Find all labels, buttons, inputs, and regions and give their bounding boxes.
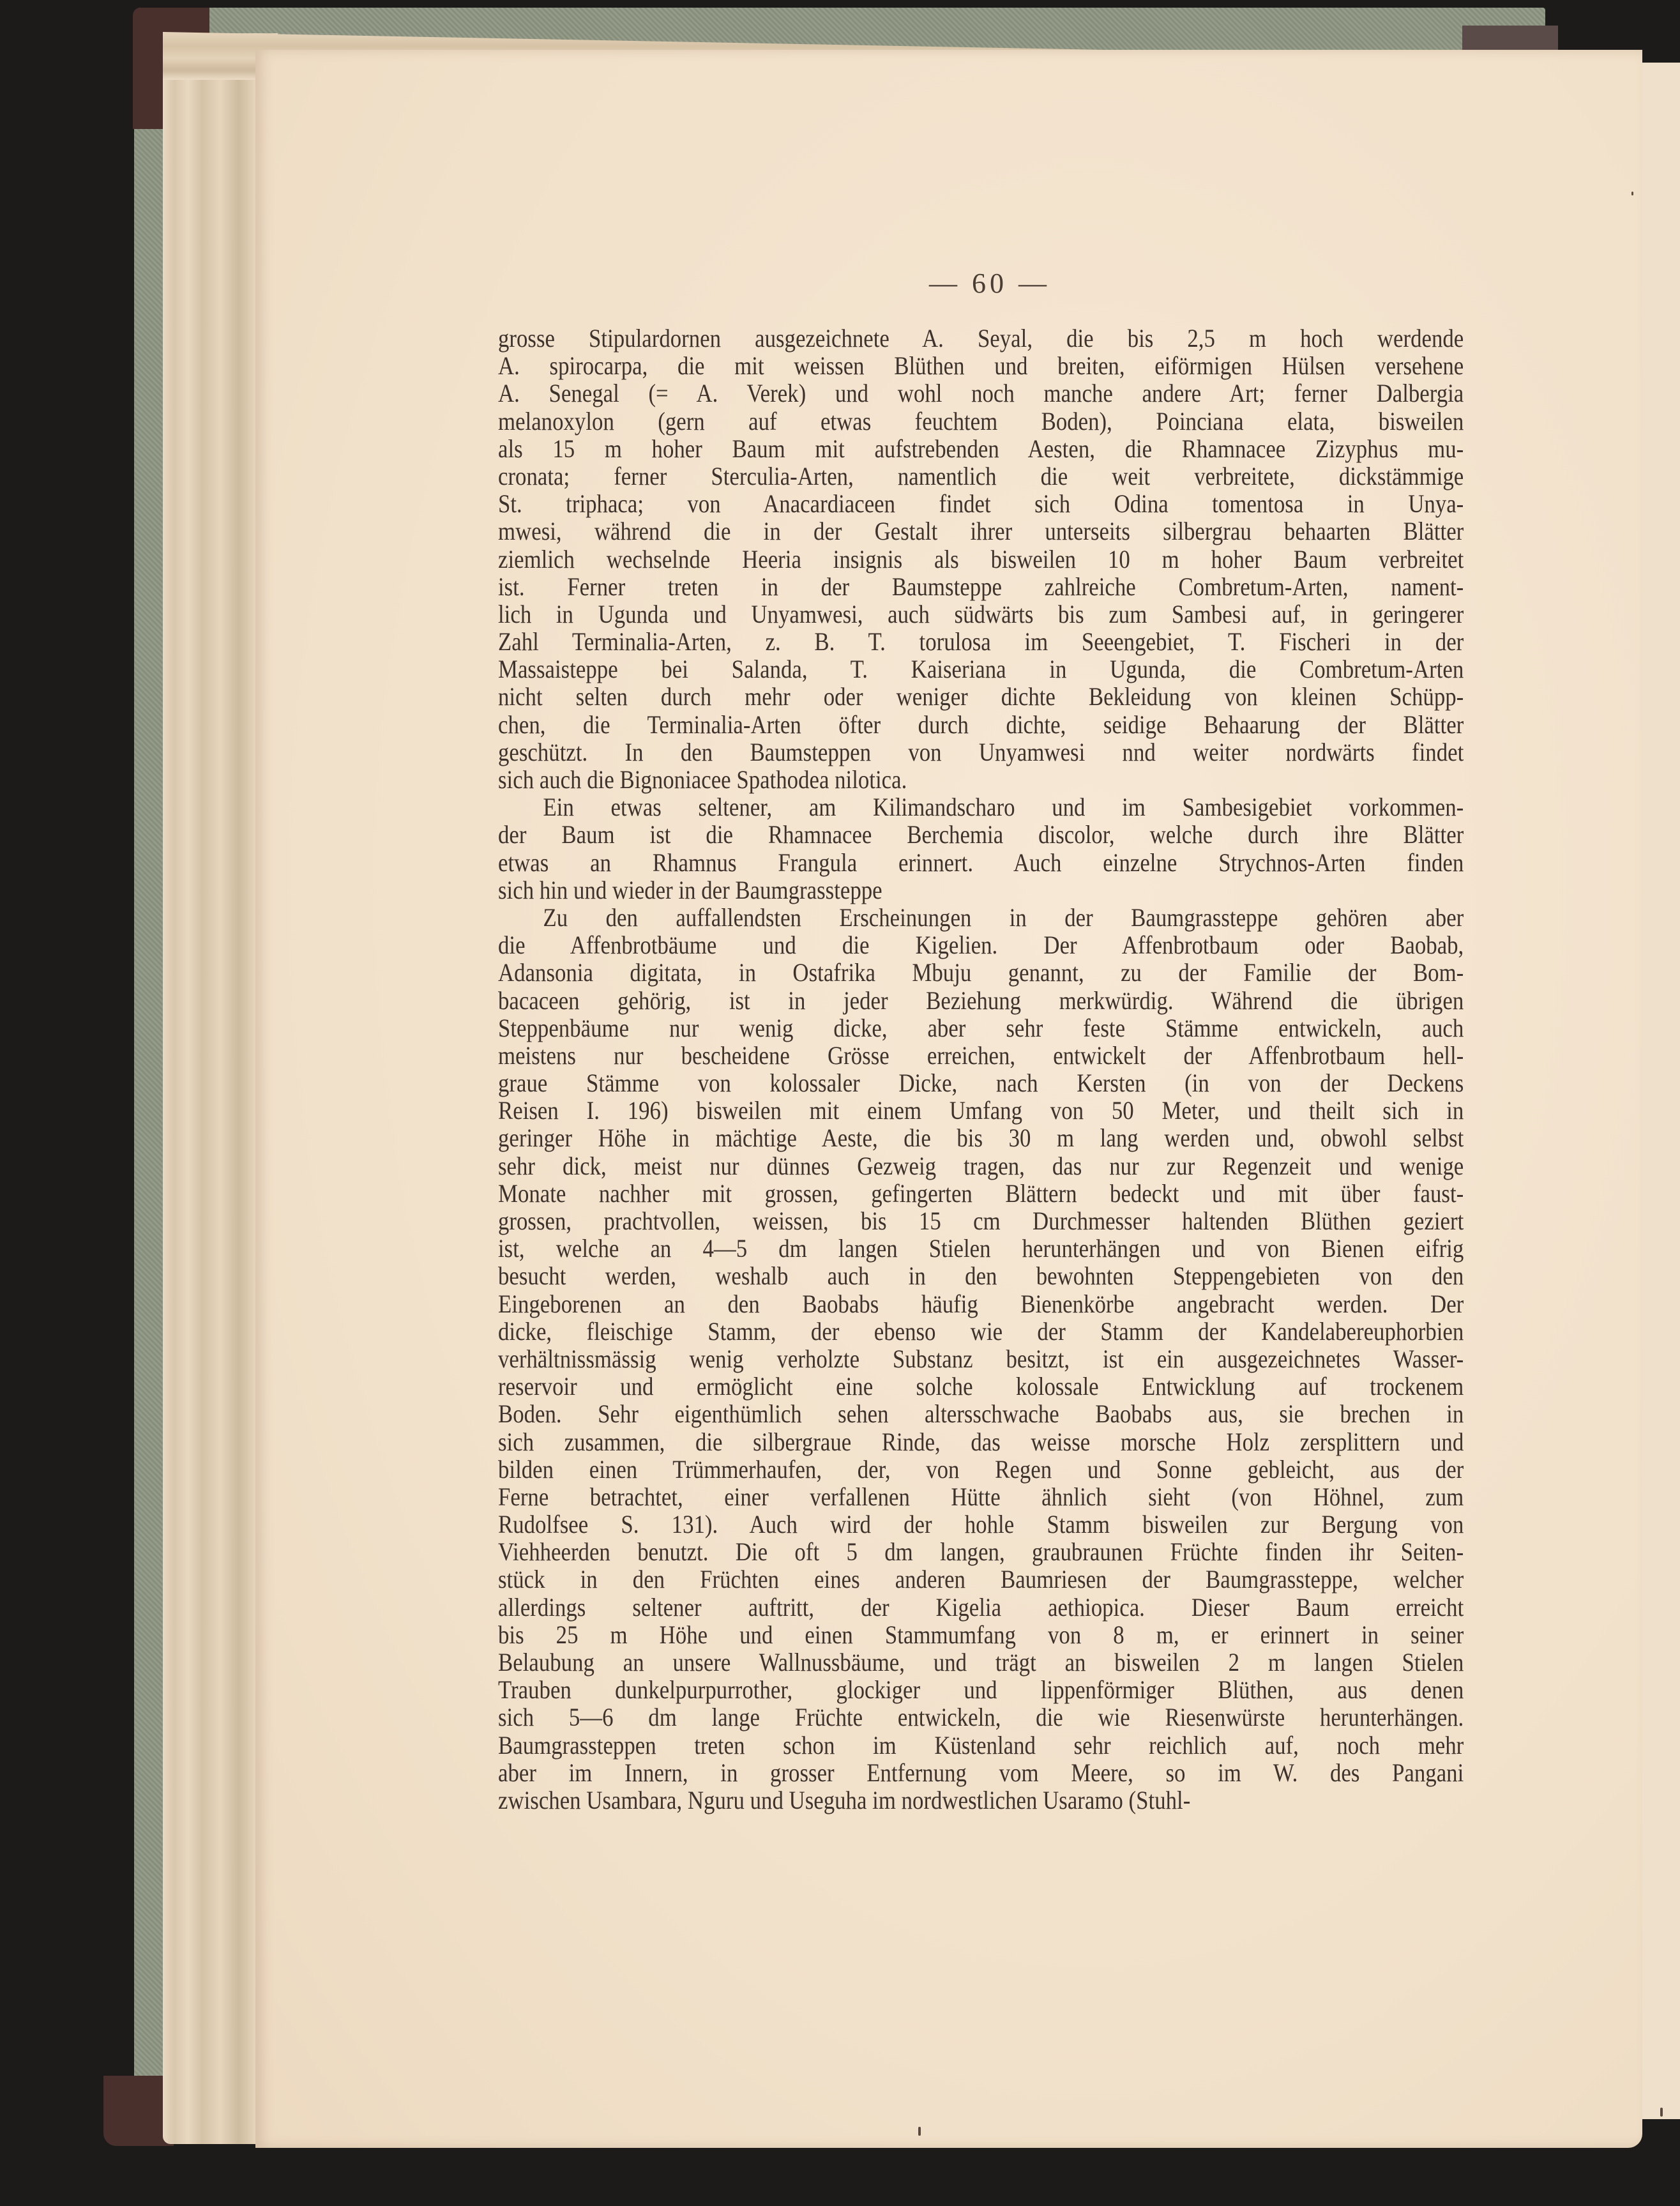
paper-speck [918,2127,921,2136]
text-line: Boden. Sehr eigenthümlich sehen altersschwache Baobabs aus, sie brechen in [498,1399,1464,1429]
text-line: besucht werden, weshalb auch in den bewohnten Steppengebieten von den [498,1261,1464,1291]
text-line: dicke, fleischige Stamm, der ebenso wie der Stamm der Kandelabereuphorbien [498,1316,1464,1346]
text-line: St. triphaca; von Anacardiaceen findet sich Odina tomentosa in Unya- [498,489,1464,519]
text-line: als 15 m hoher Baum mit aufstrebenden Aesten, die Rhamnacee Zizyphus mu- [498,434,1464,463]
text-line: mwesi, während die in der Gestalt ihrer unterseits silbergrau behaarten Blätter [498,517,1464,546]
text-line: ziemlich wechselnde Heeria insignis als bisweilen 10 m hoher Baum verbreitet [498,544,1464,574]
text-line: grossen, prachtvollen, weissen, bis 15 cm Durchmesser haltenden Blüthen geziert [498,1206,1464,1235]
text-line: allerdings seltener auftritt, der Kigelia aethiopica. Dieser Baum erreicht [498,1592,1464,1622]
text-line: sich zusammen, die silbergraue Rinde, das weisse morsche Holz zersplittern und [498,1427,1464,1456]
paper-speck [1631,192,1633,195]
text-line: lich in Ugunda und Unyamwesi, auch südwärts bis zum Sambesi auf, in geringerer [498,599,1464,628]
text-line: bis 25 m Höhe und einen Stammumfang von 8 m, er erinnert in seiner [498,1620,1464,1649]
text-line: Ein etwas seltener, am Kilimandscharo und im Sambesigebiet vorkommen- [543,793,1464,822]
paper-speck [1660,2108,1663,2117]
text-line: A. spirocarpa, die mit weissen Blüthen und breiten, eiförmigen Hülsen versehene [498,351,1464,381]
text-line: aber im Innern, in grosser Entfernung vom Meere, so im W. des Pangani [498,1758,1464,1787]
body-text [498,324,1464,1814]
text-line: Eingeborenen an den Baobabs häufig Bienenkörbe angebracht werden. Der [498,1289,1464,1318]
text-line: Monate nachher mit grossen, gefingerten Blättern bedeckt und mit über faust- [498,1178,1464,1208]
text-line: grosse Stipulardornen ausgezeichnete A. Seyal, die bis 2,5 m hoch werdende [498,324,1464,353]
text-line: die Affenbrotbäume und die Kigelien. Der Affenbrotbaum oder Baobab, [498,931,1464,960]
text-line: sich auch die Bignoniacee Spathodea nilotica. [498,765,907,794]
text-line: etwas an Rhamnus Frangula erinnert. Auch einzelne Strychnos-Arten finden [498,848,1464,877]
text-line: zwischen Usambara, Nguru und Useguha im nordwestlichen Usaramo (Stuhl- [498,1785,1191,1814]
text-line: Zu den auffallendsten Erscheinungen in der Baumgrassteppe gehören aber [543,902,1464,932]
text-line: geringer Höhe in mächtige Aeste, die bis 30 m lang werden und, obwohl selbst [498,1123,1464,1153]
text-line: Viehheerden benutzt. Die oft 5 dm langen, graubraunen Früchte finden ihr Seiten- [498,1537,1464,1567]
text-line: bilden einen Trümmerhaufen, der, von Regen und Sonne gebleicht, aus der [498,1454,1464,1484]
text-line: graue Stämme von kolossaler Dicke, nach Kersten (in von der Deckens [498,1069,1464,1098]
text-line: stück in den Früchten eines anderen Baumriesen der Baumgrassteppe, welcher [498,1565,1464,1594]
text-line: Rudolfsee S. 131). Auch wird der hohle Stamm bisweilen zur Bergung von [498,1510,1464,1539]
text-line: nicht selten durch mehr oder weniger dichte Bekleidung von kleinen Schüpp- [498,682,1464,711]
text-line: ist. Ferner treten in der Baumsteppe zahlreiche Combretum-Arten, nament- [498,572,1464,601]
page-number-header: — 60 — [929,268,1050,299]
text-line: verhältnissmässig wenig verholzte Substanz besitzt, ist ein ausgezeichnetes Wasser- [498,1344,1464,1373]
text-line: cronata; ferner Sterculia-Arten, namentlich die weit verbreitete, dickstämmige [498,461,1464,491]
text-line: ist, welche an 4—5 dm langen Stielen herunterhängen und von Bienen eifrig [498,1234,1464,1263]
text-line: Baumgrassteppen treten schon im Küstenland sehr reichlich auf, noch mehr [498,1730,1464,1760]
text-line: A. Senegal (= A. Verek) und wohl noch manche andere Art; ferner Dalbergia [498,379,1464,408]
text-line: melanoxylon (gern auf etwas feuchtem Boden), Poinciana elata, bisweilen [498,406,1464,436]
text-line: Reisen I. 196) bisweilen mit einem Umfang von 50 Meter, und theilt sich in [498,1096,1464,1125]
text-line: geschützt. In den Baumsteppen von Unyamwesi nnd weiter nordwärts findet [498,737,1464,766]
text-line: sehr dick, meist nur dünnes Gezweig tragen, das nur zur Regenzeit und wenige [498,1151,1464,1180]
leather-spine-top-right [1462,26,1558,52]
text-line: der Baum ist die Rhamnacee Berchemia discolor, welche durch ihre Blätter [498,820,1464,849]
text-line: Ferne betrachtet, einer verfallenen Hütte ähnlich sieht (von Höhnel, zum [498,1482,1464,1511]
text-line: sich hin und wieder in der Baumgrassteppe [498,875,882,904]
text-line: sich 5—6 dm lange Früchte entwickeln, die wie Riesenwürste herunterhängen. [498,1703,1464,1732]
text-line: Massaisteppe bei Salanda, T. Kaiseriana in Ugunda, die Combretum-Arten [498,655,1464,684]
text-line: chen, die Terminalia-Arten öfter durch dichte, seidige Behaarung der Blätter [498,710,1464,739]
text-line: Steppenbäume nur wenig dicke, aber sehr feste Stämme entwickeln, auch [498,1013,1464,1042]
text-line: meistens nur bescheidene Grösse erreichen, entwickelt der Affenbrotbaum hell- [498,1040,1464,1070]
text-line: Zahl Terminalia-Arten, z. B. T. torulosa im Seeengebiet, T. Fischeri in der [498,627,1464,657]
text-line: Belaubung an unsere Wallnussbäume, und trägt an bisweilen 2 m langen Stielen [498,1648,1464,1677]
text-line: bacaceen gehörig, ist in jeder Beziehung merkwürdig. Während die übrigen [498,985,1464,1015]
text-line: Adansonia digitata, in Ostafrika Mbuju genannt, zu der Familie der Bom- [498,958,1464,987]
text-line: reservoir und ermöglicht eine solche kolossale Entwicklung auf trockenem [498,1372,1464,1401]
text-line: Trauben dunkelpurpurrother, glockiger und lippenförmiger Blüthen, aus denen [498,1675,1464,1705]
